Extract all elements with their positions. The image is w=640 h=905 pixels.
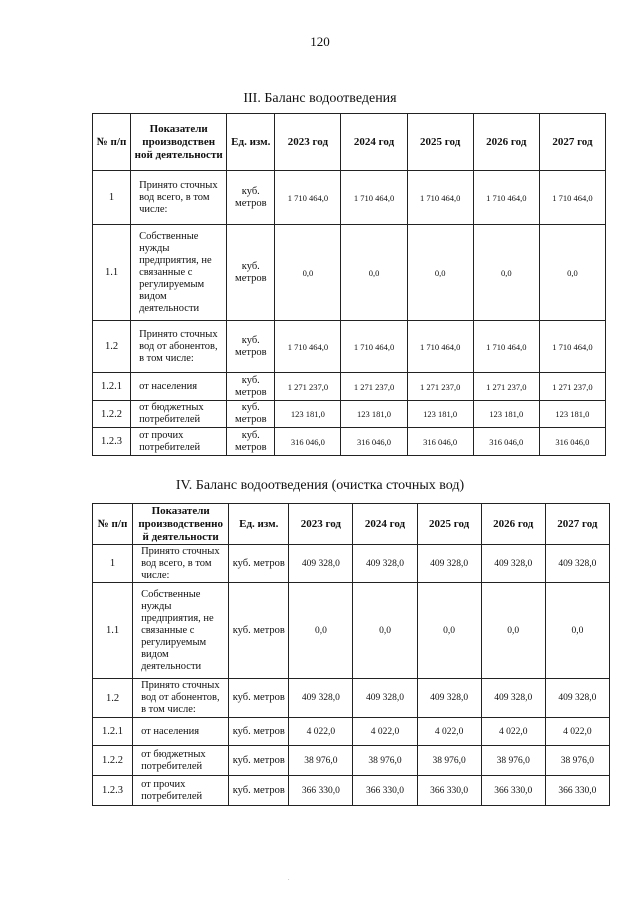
row-indicator: Принято сточных вод всего, в том числе:	[131, 171, 227, 225]
row-unit: куб. метров	[227, 171, 275, 225]
row-value: 366 330,0	[545, 776, 609, 806]
row-value: 0,0	[353, 583, 417, 679]
row-value: 409 328,0	[481, 545, 545, 583]
table-row	[93, 401, 606, 428]
row-value: 366 330,0	[481, 776, 545, 806]
row-indicator: от населения	[131, 373, 227, 401]
row-num: 1.2.2	[93, 401, 131, 428]
table-row	[93, 776, 610, 806]
header-indicator: Показатели производственно й деятельности	[133, 504, 229, 545]
row-value: 409 328,0	[417, 679, 481, 718]
header-year: 2025 год	[417, 504, 481, 545]
table-row	[93, 428, 606, 456]
row-unit: куб. метров	[229, 583, 289, 679]
row-num: 1.2.2	[93, 746, 133, 776]
table-row	[93, 718, 610, 746]
row-value: 0,0	[417, 583, 481, 679]
row-value: 0,0	[407, 225, 473, 321]
row-value: 123 181,0	[473, 401, 539, 428]
row-value: 1 710 464,0	[341, 321, 407, 373]
row-num: 1.1	[93, 225, 131, 321]
row-value: 409 328,0	[481, 679, 545, 718]
header-unit: Ед. изм.	[229, 504, 289, 545]
header-year: 2025 год	[407, 114, 473, 171]
header-indicator: Показатели производствен ной деятельности	[131, 114, 227, 171]
table-header-row	[93, 504, 610, 545]
row-num: 1.2	[93, 321, 131, 373]
row-value: 316 046,0	[473, 428, 539, 456]
row-unit: куб. метров	[229, 718, 289, 746]
table-row	[93, 545, 610, 583]
row-value: 409 328,0	[545, 679, 609, 718]
table-row	[93, 679, 610, 718]
row-value: 0,0	[289, 583, 353, 679]
row-num: 1.2.1	[93, 718, 133, 746]
row-value: 1 710 464,0	[539, 321, 605, 373]
table-row	[93, 583, 610, 679]
row-unit: куб. метров	[229, 746, 289, 776]
row-value: 409 328,0	[289, 545, 353, 583]
row-value: 4 022,0	[353, 718, 417, 746]
row-indicator: Принято сточных вод от абонентов, в том числе:	[131, 321, 227, 373]
row-num: 1.2.3	[93, 428, 131, 456]
row-num: 1.2.1	[93, 373, 131, 401]
row-value: 0,0	[473, 225, 539, 321]
row-value: 1 710 464,0	[275, 321, 341, 373]
row-indicator: Принято сточных вод от абонентов, в том числе:	[133, 679, 229, 718]
header-num: № п/п	[93, 114, 131, 171]
row-value: 1 710 464,0	[341, 171, 407, 225]
row-unit: куб. метров	[227, 321, 275, 373]
row-value: 123 181,0	[407, 401, 473, 428]
table-row	[93, 171, 606, 225]
row-value: 1 271 237,0	[275, 373, 341, 401]
row-value: 1 271 237,0	[473, 373, 539, 401]
header-year: 2027 год	[545, 504, 609, 545]
row-value: 409 328,0	[417, 545, 481, 583]
row-unit: куб. метров	[229, 679, 289, 718]
row-indicator: Собственные нужды предприятия, не связанные с регулируемым видом деятельности	[131, 225, 227, 321]
row-value: 0,0	[275, 225, 341, 321]
row-indicator: от бюджетных потребителей	[131, 401, 227, 428]
row-indicator: Собственные нужды предприятия, не связанные с регулируемым видом деятельности	[133, 583, 229, 679]
header-unit: Ед. изм.	[227, 114, 275, 171]
row-indicator: от населения	[133, 718, 229, 746]
row-unit: куб. метров	[227, 373, 275, 401]
table-row	[93, 373, 606, 401]
row-value: 316 046,0	[341, 428, 407, 456]
table-row	[93, 321, 606, 373]
table-row	[93, 225, 606, 321]
row-unit: куб. метров	[227, 428, 275, 456]
section-title-wastewater-treatment-balance: IV. Баланс водоотведения (очистка сточных вод)	[175, 478, 465, 493]
row-value: 38 976,0	[481, 746, 545, 776]
page-number: 120	[310, 34, 330, 49]
row-value: 38 976,0	[417, 746, 481, 776]
section-title-wastewater-balance: III. Баланс водоотведения	[243, 91, 397, 106]
row-value: 4 022,0	[289, 718, 353, 746]
header-year: 2023 год	[289, 504, 353, 545]
header-year: 2023 год	[275, 114, 341, 171]
row-value: 38 976,0	[353, 746, 417, 776]
header-year: 2026 год	[481, 504, 545, 545]
row-value: 4 022,0	[481, 718, 545, 746]
header-year: 2027 год	[539, 114, 605, 171]
row-value: 1 271 237,0	[341, 373, 407, 401]
row-value: 123 181,0	[539, 401, 605, 428]
footer-mark: .	[288, 876, 290, 882]
row-value: 1 271 237,0	[407, 373, 473, 401]
row-value: 409 328,0	[289, 679, 353, 718]
row-num: 1.2	[93, 679, 133, 718]
row-value: 366 330,0	[353, 776, 417, 806]
row-num: 1.2.3	[93, 776, 133, 806]
row-value: 1 271 237,0	[539, 373, 605, 401]
row-num: 1.1	[93, 583, 133, 679]
header-num: № п/п	[93, 504, 133, 545]
row-value: 316 046,0	[275, 428, 341, 456]
row-unit: куб. метров	[227, 401, 275, 428]
row-value: 1 710 464,0	[473, 171, 539, 225]
row-value: 123 181,0	[275, 401, 341, 428]
row-value: 4 022,0	[417, 718, 481, 746]
row-num: 1	[93, 171, 131, 225]
table-header-row	[93, 114, 606, 171]
row-indicator: от бюджетных потребителей	[133, 746, 229, 776]
header-year: 2026 год	[473, 114, 539, 171]
row-value: 1 710 464,0	[473, 321, 539, 373]
row-value: 4 022,0	[545, 718, 609, 746]
row-indicator: от прочих потребителей	[133, 776, 229, 806]
row-value: 1 710 464,0	[407, 171, 473, 225]
row-value: 38 976,0	[545, 746, 609, 776]
row-indicator: Принято сточных вод всего, в том числе:	[133, 545, 229, 583]
header-year: 2024 год	[353, 504, 417, 545]
table-row	[93, 746, 610, 776]
row-value: 38 976,0	[289, 746, 353, 776]
row-indicator: от прочих потребителей	[131, 428, 227, 456]
row-unit: куб. метров	[229, 776, 289, 806]
row-unit: куб. метров	[229, 545, 289, 583]
wastewater-balance-table	[92, 113, 606, 456]
row-value: 1 710 464,0	[539, 171, 605, 225]
row-value: 366 330,0	[289, 776, 353, 806]
row-value: 1 710 464,0	[407, 321, 473, 373]
row-unit: куб. метров	[227, 225, 275, 321]
row-value: 316 046,0	[407, 428, 473, 456]
row-value: 409 328,0	[353, 679, 417, 718]
row-value: 409 328,0	[545, 545, 609, 583]
row-value: 123 181,0	[341, 401, 407, 428]
row-value: 366 330,0	[417, 776, 481, 806]
wastewater-treatment-balance-table	[92, 503, 610, 806]
row-value: 409 328,0	[353, 545, 417, 583]
row-value: 0,0	[539, 225, 605, 321]
header-year: 2024 год	[341, 114, 407, 171]
row-value: 316 046,0	[539, 428, 605, 456]
row-value: 1 710 464,0	[275, 171, 341, 225]
row-value: 0,0	[481, 583, 545, 679]
row-value: 0,0	[341, 225, 407, 321]
row-value: 0,0	[545, 583, 609, 679]
row-num: 1	[93, 545, 133, 583]
